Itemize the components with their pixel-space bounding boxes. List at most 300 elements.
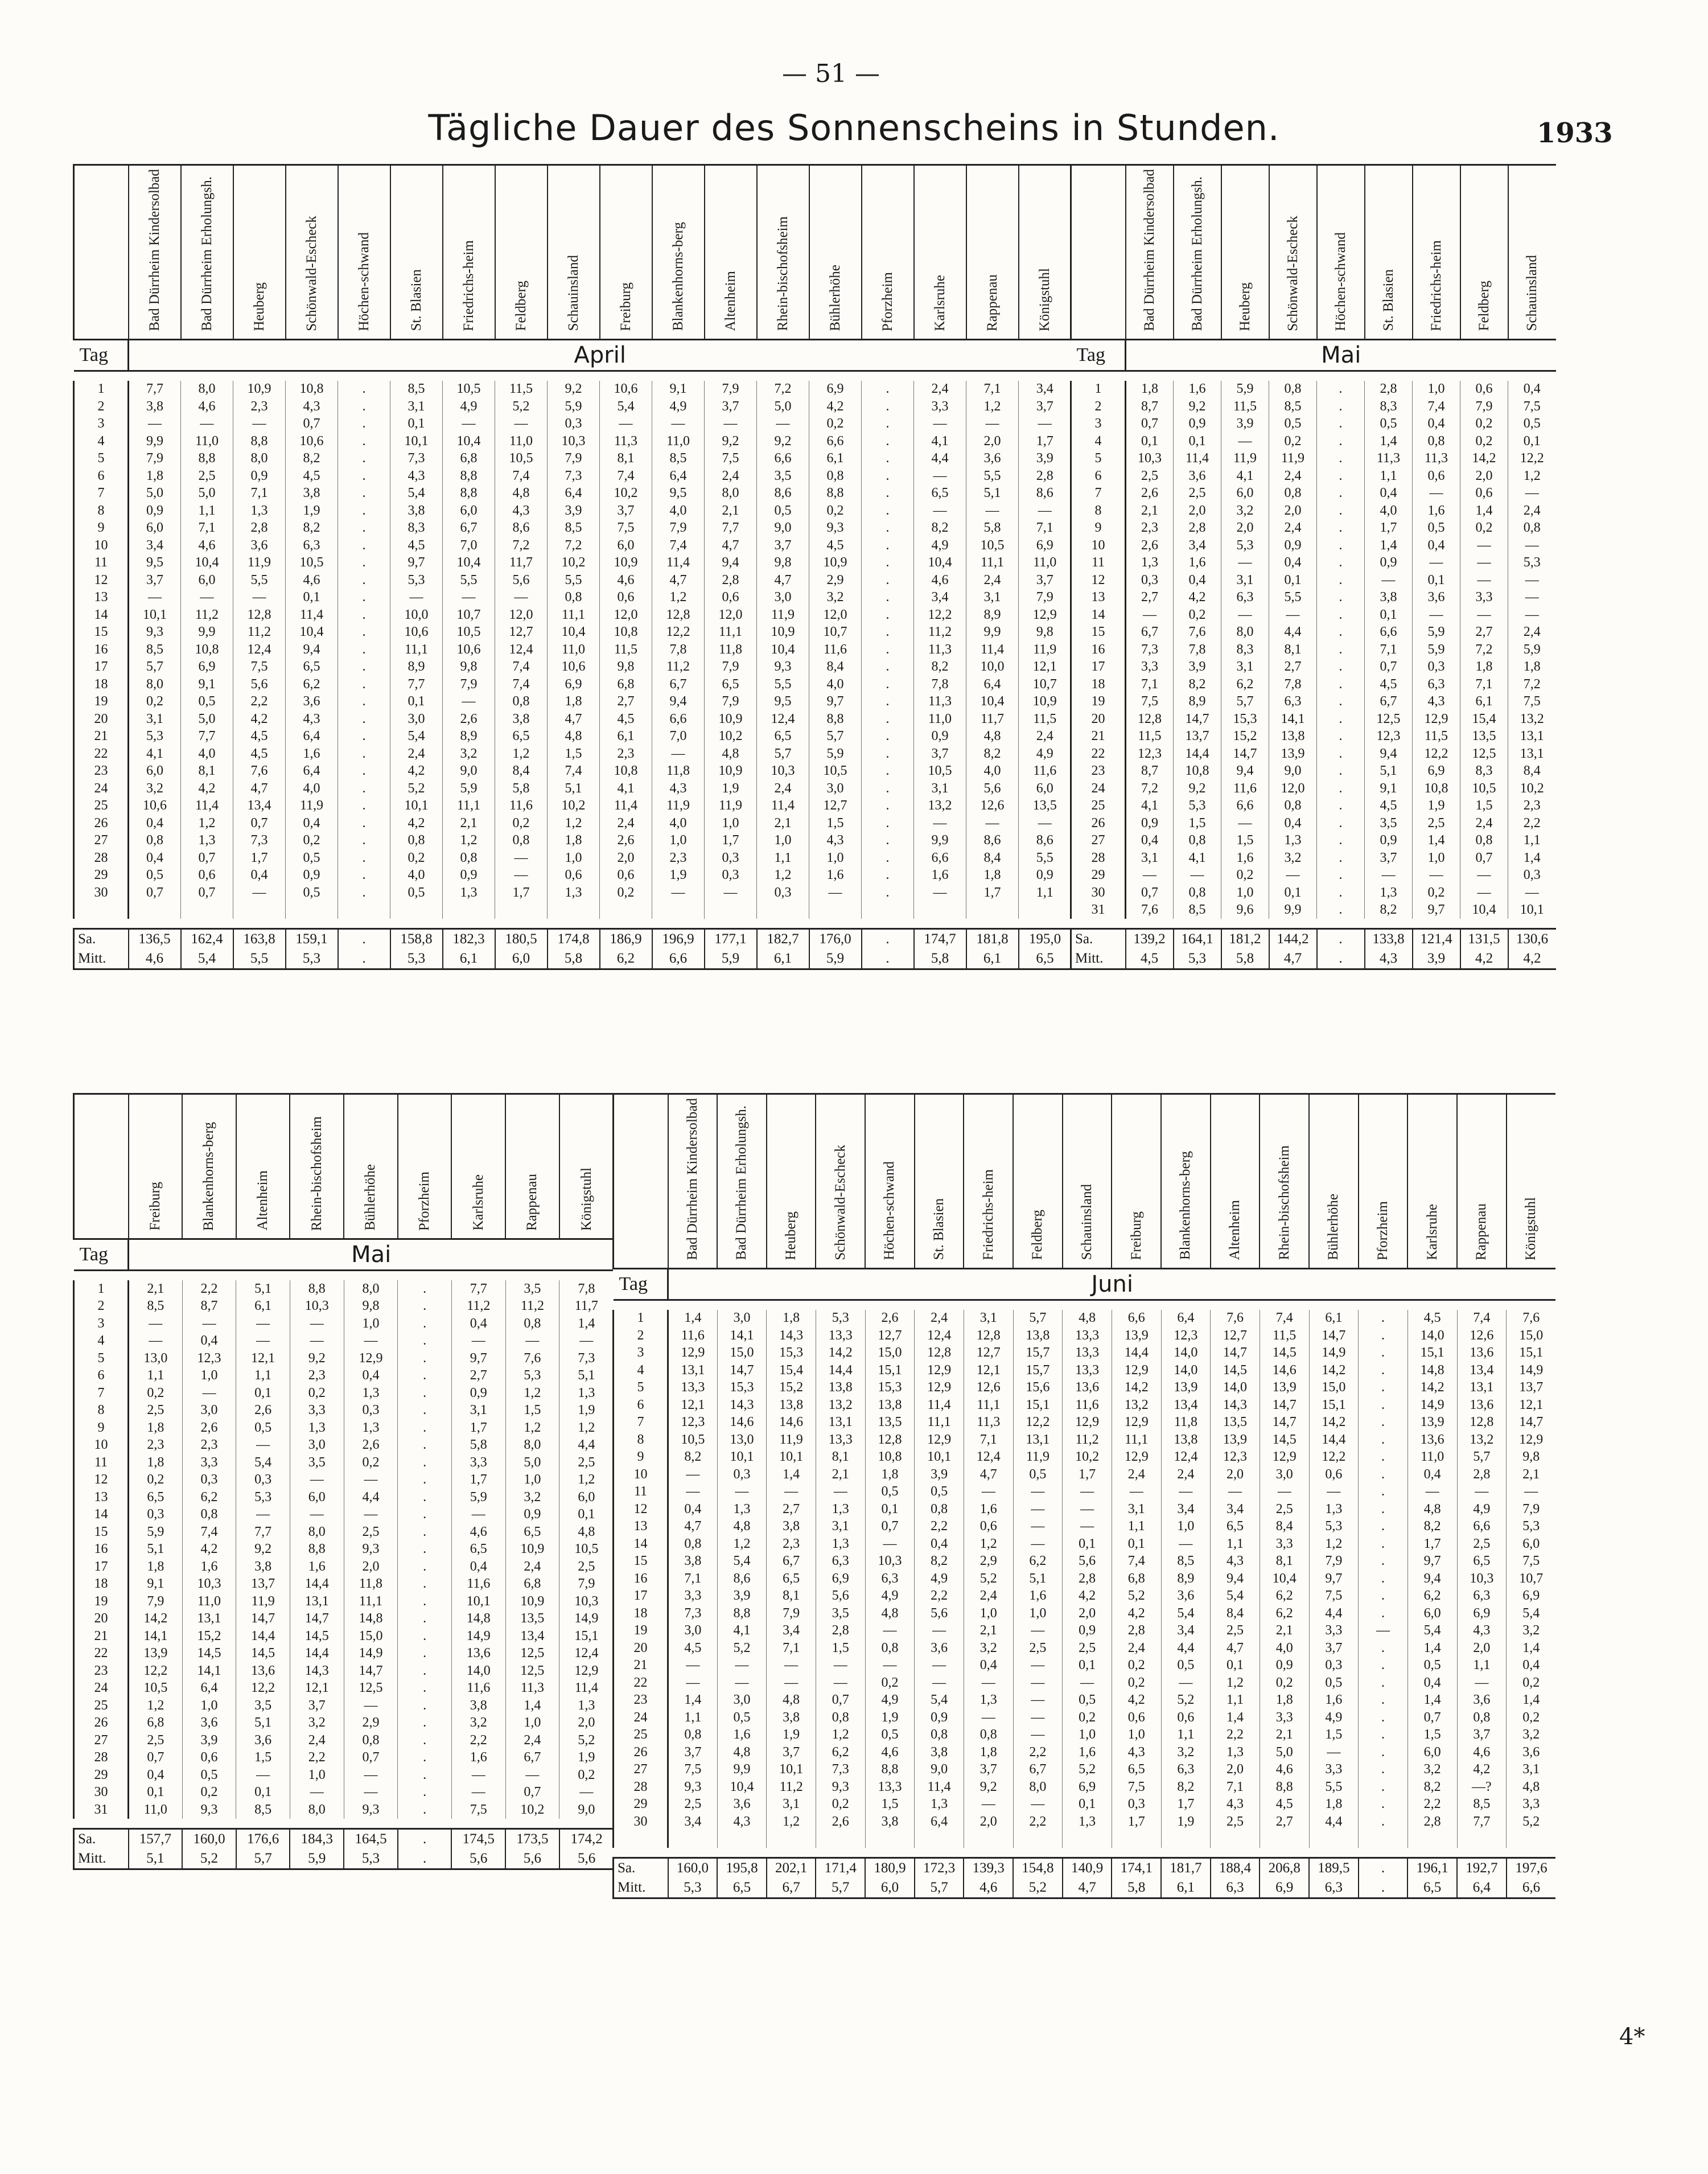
table-cell: 6,5 (1211, 1518, 1260, 1536)
table-cell: 11,8 (344, 1576, 398, 1593)
table-cell: — (443, 589, 495, 607)
table-cell: 7,7 (129, 381, 181, 398)
station-header (451, 1094, 505, 1239)
table-cell: . (398, 1367, 452, 1385)
table-cell: . (338, 520, 390, 537)
table-cell: 2,2 (1013, 1744, 1063, 1761)
table-cell: 5,9 (451, 1489, 505, 1506)
table-cell: 14,5 (1211, 1362, 1260, 1379)
table-cell: — (705, 884, 757, 902)
table-cell: 9,1 (1365, 780, 1413, 798)
day-number: 30 (74, 884, 129, 902)
table-cell: 0,2 (1112, 1657, 1161, 1675)
table-cell: . (862, 398, 914, 416)
table-mai-part1 (1070, 164, 1555, 970)
station-header (495, 165, 548, 340)
table-cell: 13,1 (668, 1362, 718, 1379)
table-cell: 9,7 (1309, 1570, 1359, 1588)
table-cell: 13,5 (1211, 1414, 1260, 1432)
table-row (614, 1345, 1556, 1362)
table-cell: . (398, 1784, 452, 1802)
table-cell: 5,2 (1507, 1813, 1556, 1831)
table-cell: — (1460, 572, 1508, 589)
day-number: 25 (74, 798, 129, 815)
table-cell: 6,3 (865, 1570, 915, 1588)
table-row (74, 641, 1071, 659)
table-cell: — (1309, 1483, 1359, 1501)
table-cell: — (290, 1784, 344, 1802)
table-cell: 0,8 (1460, 832, 1508, 850)
day-number: 26 (74, 1715, 129, 1732)
station-header (1507, 1094, 1556, 1269)
mean-cell: 6,4 (1457, 1878, 1507, 1898)
table-cell: 0,4 (451, 1558, 505, 1576)
table-cell: — (443, 693, 495, 711)
table-cell: . (1359, 1483, 1408, 1501)
table-cell: 8,5 (548, 520, 600, 537)
table-cell: 5,0 (181, 710, 233, 728)
sum-cell: 162,4 (181, 929, 233, 950)
table-cell: — (1413, 485, 1460, 503)
table-cell: 10,9 (705, 710, 757, 728)
table-cell: 2,4 (964, 1588, 1013, 1605)
table-cell: 2,2 (233, 693, 286, 711)
table-cell: 3,9 (915, 1466, 964, 1483)
mean-cell: 5,6 (451, 1849, 505, 1869)
table-cell: 10,5 (495, 450, 548, 468)
table-cell: 7,5 (1508, 398, 1556, 416)
station-name: Rhein-bischofsheim (308, 1116, 324, 1231)
table-cell: 4,6 (600, 572, 652, 589)
table-cell: 14,1 (717, 1327, 767, 1345)
table-cell: . (862, 433, 914, 450)
table-cell: 0,9 (443, 867, 495, 885)
table-cell: 4,5 (233, 745, 286, 763)
table-cell: 0,8 (443, 849, 495, 867)
day-number: 21 (74, 728, 129, 746)
table-cell: 9,3 (182, 1801, 236, 1819)
table-cell: 3,5 (290, 1454, 344, 1472)
table-cell: — (1013, 1709, 1063, 1727)
table-cell: 2,5 (129, 1402, 183, 1420)
table-cell: . (398, 1801, 452, 1819)
table-cell: 0,9 (1260, 1657, 1309, 1675)
table-cell: . (862, 676, 914, 693)
mean-cell: 4,7 (1063, 1878, 1112, 1898)
table-cell: 0,2 (1460, 433, 1508, 450)
table-cell: 0,1 (286, 589, 338, 607)
table-cell: — (652, 416, 705, 433)
table-mai-part2 (73, 1093, 612, 1870)
table-row (614, 1727, 1556, 1744)
table-cell: 7,1 (767, 1639, 816, 1657)
table-cell: 7,0 (443, 537, 495, 554)
table-cell: 3,3 (290, 1402, 344, 1420)
table-cell: 0,4 (286, 815, 338, 832)
station-header (757, 165, 809, 340)
table-cell: 3,0 (757, 589, 809, 607)
table-cell: . (1359, 1657, 1408, 1675)
table-cell: 6,2 (286, 676, 338, 693)
table-cell: 2,8 (1407, 1813, 1457, 1831)
table-cell: 7,6 (1126, 902, 1174, 919)
day-number: 15 (74, 1523, 129, 1541)
table-cell: 14,2 (129, 1610, 183, 1628)
table-cell: 3,6 (233, 537, 286, 554)
table-cell: 4,5 (1260, 1796, 1309, 1814)
table-cell: 4,8 (717, 1744, 767, 1761)
table-cell: — (1413, 554, 1460, 572)
table-cell: . (398, 1437, 452, 1454)
sum-row (1071, 929, 1556, 950)
table-cell: . (338, 502, 390, 520)
table-cell: 9,2 (1174, 780, 1221, 798)
table-cell: 1,0 (344, 1315, 398, 1333)
table-cell: . (398, 1384, 452, 1402)
table-cell: 3,4 (1174, 537, 1221, 554)
table-cell: . (1317, 485, 1365, 503)
table-cell: . (1359, 1327, 1408, 1345)
station-name: Schönwald-Escheck (832, 1144, 848, 1260)
table-row (74, 659, 1071, 676)
table-cell: 3,1 (1112, 1501, 1161, 1518)
table-cell: 6,9 (548, 676, 600, 693)
station-header (1112, 1094, 1161, 1269)
table-cell: 9,2 (548, 381, 600, 398)
mean-label: Mitt. (614, 1878, 668, 1898)
table-cell: 14,0 (1161, 1362, 1211, 1379)
table-row (1071, 416, 1556, 433)
table-cell: . (1317, 728, 1365, 746)
table-cell: 9,4 (286, 641, 338, 659)
table-row (1071, 398, 1556, 416)
table-cell: 0,8 (668, 1727, 718, 1744)
table-cell: . (1317, 902, 1365, 919)
sum-cell: 163,8 (233, 929, 286, 950)
table-cell: 14,9 (1407, 1396, 1457, 1414)
table-cell: 9,7 (451, 1350, 505, 1367)
table-cell: 11,4 (966, 641, 1019, 659)
sum-cell: 174,5 (451, 1828, 505, 1849)
mean-cell: 5,8 (1112, 1878, 1161, 1898)
table-cell: 0,3 (548, 416, 600, 433)
table-cell: 11,9 (705, 798, 757, 815)
table-row (74, 1645, 614, 1663)
table-cell: 10,1 (915, 1449, 964, 1466)
table-cell: 0,2 (344, 1454, 398, 1472)
table-cell: 2,2 (915, 1518, 964, 1536)
table-cell: 1,7 (495, 884, 548, 902)
table-cell: — (1507, 1483, 1556, 1501)
table-cell: 10,1 (767, 1761, 816, 1779)
table-cell: 7,7 (181, 728, 233, 746)
table-cell: 7,1 (1211, 1778, 1260, 1796)
table-cell: 1,3 (1063, 1813, 1112, 1831)
table-cell: 7,1 (1126, 676, 1174, 693)
table-cell: 13,3 (1063, 1345, 1112, 1362)
table-cell: 6,7 (1126, 624, 1174, 642)
table-cell: 4,1 (600, 780, 652, 798)
table-cell: 5,3 (505, 1367, 559, 1385)
table-cell: 1,7 (705, 832, 757, 850)
day-number: 18 (614, 1605, 668, 1622)
table-cell: 7,4 (1112, 1553, 1161, 1571)
table-cell: 6,2 (1260, 1605, 1309, 1622)
table-cell: 5,0 (181, 485, 233, 503)
table-cell: . (862, 798, 914, 815)
table-cell: 0,3 (1112, 1796, 1161, 1814)
table-cell: 4,8 (705, 745, 757, 763)
table-cell: 12,1 (290, 1680, 344, 1698)
table-cell: 0,1 (390, 416, 443, 433)
table-cell: 5,5 (966, 467, 1019, 485)
table-cell: 10,7 (1019, 676, 1071, 693)
station-header (809, 165, 862, 340)
table-cell: 7,5 (705, 450, 757, 468)
table-cell: 7,8 (652, 641, 705, 659)
table-cell: 8,0 (505, 1437, 559, 1454)
table-cell: 6,9 (809, 381, 862, 398)
table-cell: 0,6 (705, 589, 757, 607)
mean-label: Mitt. (1071, 949, 1126, 969)
table-cell: 7,4 (495, 659, 548, 676)
table-cell: 12,8 (1126, 710, 1174, 728)
table-cell: 2,8 (1112, 1622, 1161, 1640)
station-name: Königstuhl (1037, 268, 1052, 331)
table-cell: 6,3 (286, 537, 338, 554)
table-cell: 0,6 (1460, 485, 1508, 503)
table-cell: 5,7 (757, 745, 809, 763)
table-cell: 1,0 (505, 1715, 559, 1732)
table-cell: 14,7 (1507, 1414, 1556, 1432)
table-cell: 3,4 (668, 1813, 718, 1831)
table-cell: 5,2 (495, 398, 548, 416)
table-cell: 5,2 (559, 1732, 614, 1749)
table-cell: — (344, 1697, 398, 1715)
station-header (1359, 1094, 1408, 1269)
table-cell: 10,5 (559, 1541, 614, 1559)
table-cell: . (338, 467, 390, 485)
table-cell: 11,0 (182, 1593, 236, 1610)
table-cell: 10,1 (451, 1593, 505, 1610)
table-cell: 4,1 (1126, 798, 1174, 815)
table-cell: 5,7 (809, 728, 862, 746)
table-cell: . (338, 884, 390, 902)
sum-cell: 157,7 (129, 1828, 183, 1849)
month-row (74, 1239, 614, 1271)
sum-cell: 182,7 (757, 929, 809, 950)
table-row (1071, 884, 1556, 902)
table-row (614, 1431, 1556, 1449)
table-cell: 13,8 (1269, 728, 1317, 746)
table-cell: 6,4 (182, 1680, 236, 1698)
table-cell: 10,1 (717, 1449, 767, 1466)
table-cell: 7,2 (757, 381, 809, 398)
table-cell: 9,2 (1174, 398, 1221, 416)
table-cell: 4,3 (286, 398, 338, 416)
table-cell: — (182, 1384, 236, 1402)
table-cell: 8,5 (390, 381, 443, 398)
table-cell: 8,6 (495, 520, 548, 537)
table-cell: 4,8 (1507, 1778, 1556, 1796)
table-cell: 12,9 (344, 1350, 398, 1367)
table-cell: 9,9 (966, 624, 1019, 642)
table-cell: 15,1 (1309, 1396, 1359, 1414)
table-cell: 1,5 (1460, 798, 1508, 815)
table-cell: 0,5 (1508, 416, 1556, 433)
table-cell: 0,9 (1126, 815, 1174, 832)
day-number: 16 (1071, 641, 1126, 659)
mean-cell: 5,3 (344, 1849, 398, 1869)
mean-cell: 5,3 (668, 1878, 718, 1898)
table-cell: 3,1 (451, 1402, 505, 1420)
table-cell: . (398, 1558, 452, 1576)
table-cell: 4,0 (181, 745, 233, 763)
table-cell: 3,9 (548, 502, 600, 520)
table-cell: 10,5 (809, 763, 862, 780)
table-cell: 9,8 (757, 554, 809, 572)
table-cell: 6,0 (1019, 780, 1071, 798)
table-cell: 0,2 (1063, 1709, 1112, 1727)
table-cell: 0,7 (1460, 849, 1508, 867)
table-cell: — (233, 884, 286, 902)
table-cell: 3,3 (1126, 659, 1174, 676)
table-cell: 7,9 (652, 520, 705, 537)
day-number: 13 (614, 1518, 668, 1536)
table-cell: 5,7 (129, 659, 181, 676)
table-cell: 2,0 (344, 1558, 398, 1576)
table-cell: 7,1 (964, 1431, 1013, 1449)
table-cell: 4,7 (1211, 1639, 1260, 1657)
table-cell: 1,6 (290, 1558, 344, 1576)
table-row (74, 1715, 614, 1732)
sum-cell: 144,2 (1269, 929, 1317, 950)
mean-cell: 4,5 (1126, 949, 1174, 969)
table-cell: 8,8 (443, 485, 495, 503)
table-cell: 12,2 (236, 1680, 290, 1698)
table-cell: 4,5 (1407, 1310, 1457, 1328)
station-header (236, 1094, 290, 1239)
day-number: 24 (74, 780, 129, 798)
table-row (1071, 450, 1556, 468)
table-cell: 0,5 (1013, 1466, 1063, 1483)
table-cell: 1,6 (286, 745, 338, 763)
table-cell: 0,8 (390, 832, 443, 850)
table-cell: 8,8 (865, 1761, 915, 1779)
table-cell: 2,0 (1269, 502, 1317, 520)
table-row (614, 1778, 1556, 1796)
station-name: Feldberg (1030, 1210, 1046, 1260)
table-cell: 3,8 (129, 398, 181, 416)
table-cell: 4,4 (344, 1489, 398, 1506)
table-cell: 4,0 (1260, 1639, 1309, 1657)
table-cell: 1,3 (559, 1697, 614, 1715)
table-cell: 11,8 (1161, 1414, 1211, 1432)
station-header (559, 1094, 614, 1239)
table-cell: 0,6 (1112, 1709, 1161, 1727)
table-cell: 10,3 (865, 1553, 915, 1571)
table-cell: 0,2 (559, 1766, 614, 1784)
sum-cell: 160,0 (182, 1828, 236, 1849)
table-cell: 8,1 (816, 1449, 865, 1466)
table-cell: 1,3 (233, 502, 286, 520)
table-cell: 13,6 (451, 1645, 505, 1663)
table-cell: 0,6 (1161, 1709, 1211, 1727)
table-cell: 2,0 (1457, 1639, 1507, 1657)
table-cell: 2,9 (809, 572, 862, 589)
table-cell: 1,9 (652, 867, 705, 885)
table-cell: . (862, 485, 914, 503)
table-cell: — (1508, 537, 1556, 554)
table-cell: 4,7 (757, 572, 809, 589)
table-cell: 6,7 (652, 676, 705, 693)
table-cell: 2,0 (964, 1813, 1013, 1831)
day-number: 20 (1071, 710, 1126, 728)
station-header-row (74, 165, 1071, 340)
table-cell: 3,1 (390, 398, 443, 416)
table-cell: 8,9 (443, 728, 495, 746)
station-header (129, 165, 181, 340)
table-cell: 4,3 (390, 467, 443, 485)
table-cell: 9,9 (129, 433, 181, 450)
table-cell: 11,1 (915, 1414, 964, 1432)
day-number: 7 (74, 1384, 129, 1402)
station-name: Freiburg (1128, 1211, 1144, 1260)
day-number: 25 (74, 1697, 129, 1715)
table-cell: 0,5 (286, 884, 338, 902)
table-cell: 2,3 (1126, 520, 1174, 537)
table-cell: 7,2 (1460, 641, 1508, 659)
table-cell: — (1457, 1674, 1507, 1692)
table-cell: 8,0 (129, 676, 181, 693)
table-cell: 3,5 (505, 1280, 559, 1298)
table-cell: 1,4 (668, 1310, 718, 1328)
table-cell: 13,8 (767, 1396, 816, 1414)
table-cell: 1,0 (1221, 884, 1269, 902)
table-cell: 1,8 (1126, 381, 1174, 398)
table-cell: 5,1 (236, 1280, 290, 1298)
station-name: Rhein-bischofsheim (1276, 1145, 1292, 1260)
table-cell: 6,5 (1112, 1761, 1161, 1779)
table-cell: . (1317, 502, 1365, 520)
table-cell: . (1359, 1796, 1408, 1814)
table-cell: 9,0 (1269, 763, 1317, 780)
day-number: 13 (74, 589, 129, 607)
table-cell: 8,4 (1508, 763, 1556, 780)
table-cell: 13,5 (1460, 728, 1508, 746)
table-cell: 0,8 (1508, 520, 1556, 537)
table-cell: 10,9 (505, 1541, 559, 1559)
table-cell: 6,6 (914, 849, 966, 867)
tag-label: Tag (1071, 339, 1126, 371)
table-cell: 11,1 (390, 641, 443, 659)
table-cell: 1,1 (1211, 1692, 1260, 1709)
table-cell: 3,7 (1457, 1727, 1507, 1744)
table-cell: 1,5 (1309, 1727, 1359, 1744)
table-cell: 10,2 (1063, 1449, 1112, 1466)
station-header (181, 165, 233, 340)
table-cell: 12,0 (1269, 780, 1317, 798)
table-cell: 1,0 (757, 832, 809, 850)
table-cell: 4,4 (1269, 624, 1317, 642)
mean-cell: 4,6 (964, 1878, 1013, 1898)
table-cell: 0,5 (1063, 1692, 1112, 1709)
table-row (74, 676, 1071, 693)
table-cell: 3,9 (1221, 416, 1269, 433)
table-cell: 0,8 (809, 467, 862, 485)
table-cell: 9,8 (600, 659, 652, 676)
table-cell: 10,3 (548, 433, 600, 450)
